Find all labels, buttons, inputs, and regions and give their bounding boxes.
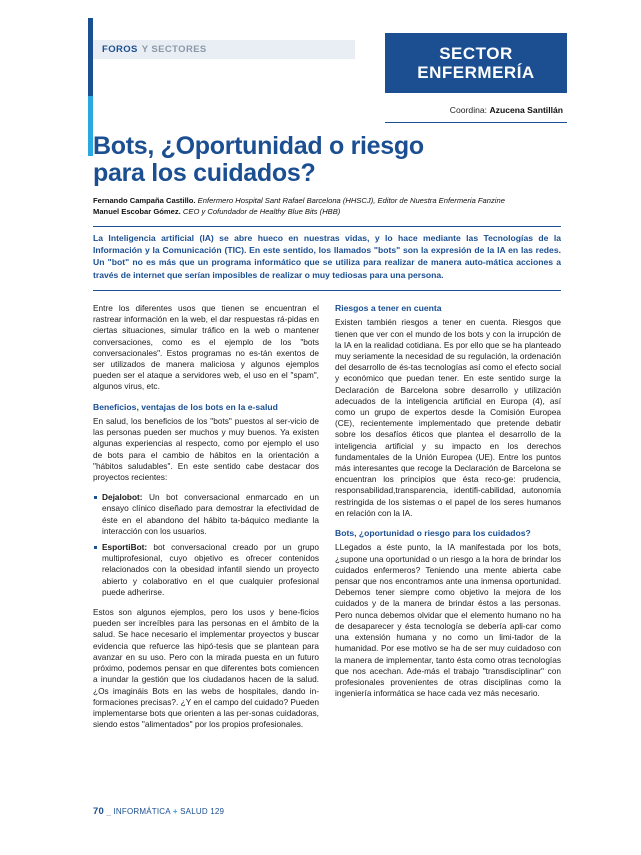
title-line2: para los cuidados? <box>93 159 316 187</box>
coordinator-rule <box>385 122 567 123</box>
right-risks-paragraph: Existen también riesgos a tener en cuenta. Riesgos que tienen que ver con el mundo de los bots y con la irrupción de la IA en la realidad cotidiana. Es por ello que se ha planteado muy seriamente la necesidad de su regulación, la ordenación del desarrollo de és-tas tecnologías así como el efecto social y económico que puedan tener. En este sentido surge la Declaración de Barcelona sobre desarrollo y utilización adecuados de la inteligencia artificial en Europa (4), así como un grupo de expertos desde la Comisión Europea (CE), recientemente implementado que pretende debatir sobre los desafíos éticos que plantea el desarrollo de la inteligencia artificial y su impacto en los derechos fundamentales de la Unión Europea (UE). Entre los puntos más interesantes que recoge la Declaración de Barcelona se encuentran los principios que ésta reco-ge: prudencia, responsabilidad,transparencia, identifi-cabilidad, autonomía restringida de los sistemas o el papel de los seres humanos en relación con la IA. <box>335 317 561 518</box>
author-1-name: Fernando Campaña Castillo. <box>93 196 196 205</box>
footer-page-number: 70 <box>93 806 104 817</box>
heading-risks: Riesgos a tener en cuenta <box>335 303 442 313</box>
lead-paragraph: La Inteligencia artificial (IA) se abre hueco en nuestras vidas, y lo hace mediante las Tecnologías de la Información y la Comunicación (TIC). En este sentido, los llamados "bots" son la expresión de la IA en las redes. Un "bot" no es más que un programa informático que se utiliza para realizar de manera auto-mática acciones a través de internet que serían imposibles de realizar o muy tediosas para una persona. <box>93 233 561 280</box>
footer-issue: 129 <box>210 807 225 816</box>
heading-benefits: Beneficios, ventajas de los bots en la e-salud <box>93 401 278 412</box>
column-right <box>335 303 561 708</box>
author-2-name: Manuel Escobar Gómez. <box>93 206 181 216</box>
list-item <box>93 492 319 537</box>
authors-block <box>93 196 563 217</box>
left-intro-paragraph: Entre los diferentes usos que tienen se encuentran el rastrear información en la web, el dar respuestas rá-pidas en ciertas situaciones, simular tráfico en la web o mantener conversaciones, como es el ejemplo de los "bots conversacionales". Estos programas no es-tán exentos de ser utilizados de manera maliciosa y algunos ejemplos pueden ser el ataque a servidores web, el uso en el "spam", algunos virus, etc. <box>93 303 319 392</box>
sector-badge-line1: SECTOR <box>439 44 513 63</box>
sector-badge-line2: ENFERMERÍA <box>417 63 535 82</box>
author-1-role: Enfermero Hospital Sant Rafael Barcelona (HHSCJ), Editor de Nuestra Enfermeria Fanzine <box>197 196 505 205</box>
heading-opportunity: Bots, ¿oportunidad o riesgo para los cuidados? <box>335 528 531 539</box>
section-breadcrumb <box>93 40 355 59</box>
author-2-role: CEO y Cofundador de Healthy Blue Bits (HBB) <box>182 206 341 216</box>
page-title <box>93 133 513 187</box>
right-opportunity-paragraph: LLegados a éste punto, la IA manifestada por los bots, ¿supone una oportunidad o un riesgo a la hora de brindar los cuidados enfermeros? Teniendo una mente abierta cabe pensar que nos encontramos ante una inmensa oportunidad. Debemos tener siempre como objetivo la mejora de los cuidados y de la manera de brindar éstos a las personas. Pero nunca debemos olvidar que el elemento humano no ha de desaparecer y ésta tecnología se debería apli-car como una extensión humana y no como un limi-tador de la humanidad. Por ese motivo se ha de ser muy cuidadoso con la manera de implementar, tanto ésta como otras tecnologías que nos acechan. Ade-más el trabajo "transdisciplinar" con profesionales provenientes de otras disciplinas como la ingeniería informática se hace cada vez más necesario. <box>335 542 561 699</box>
coordinator-line <box>385 105 567 115</box>
lead-rule-top <box>93 226 561 227</box>
bullet-2-text: bot conversacional creado por un grupo multiprofesional, cuyo objetivo es ofrecer contenidos relacionados con la obesidad infantil siendo un proyecto abierto y colaborativo en el que cualquier profesional puede adherirse. <box>102 542 319 597</box>
left-closing-paragraph: Estos son algunos ejemplos, pero los usos y bene-ficios pueden ser increíbles para las personas en el ámbito de la salud. Se hace necesario el implementar proyectos y buscar evidencia que refuerce las hipó-tesis que se plantean para avanzar en su uso. Pero con la mirada puesta en un futuro próximo, podemos pensar en que diferentes bots comiencen a inundar la gestión que los ciudadanos hacen de la salud. ¿Os imagináis Bots en las webs de hospitales, dando in-formaciones precisas?. ¿Y en el campo del cuidado? Pueden implementarse bots que orienten a las per-sonas cuidadoras, siendo estos "alimentados" por los propios profesionales. <box>93 607 319 730</box>
column-left <box>93 303 319 739</box>
footer-plus-icon: + <box>172 807 178 816</box>
sector-badge <box>385 33 567 93</box>
coordinator-label: Coordina: <box>449 105 488 115</box>
footer-separator: _ <box>106 807 112 816</box>
page-footer <box>93 806 224 817</box>
bullet-2-name: EsportiBot: <box>102 542 148 553</box>
lead-rule-bottom <box>93 290 561 291</box>
list-item <box>93 542 319 598</box>
footer-publication: INFORMÁTICA <box>113 807 171 816</box>
left-benefits-paragraph: En salud, los beneficios de los "bots" puestos al ser-vicio de las personas pueden ser muchos y muy buenos. Ya existen algunas experiencias al respecto, como por ejemplo el uso de bots para el cambio de hábitos en la orientación a "hábitos saludables". En este sentido cabe destacar dos proyectos recientes: <box>93 416 319 483</box>
benefits-bullet-list <box>93 492 319 598</box>
bullet-1-name: Dejalobot: <box>102 492 143 503</box>
title-line1-bold: Bots, <box>93 132 155 160</box>
breadcrumb-sectores: Y SECTORES <box>141 44 207 55</box>
breadcrumb-foros: FOROS <box>102 44 138 55</box>
title-line1-rest: ¿Oportunidad o riesgo <box>154 132 424 160</box>
footer-publication-2: SALUD <box>180 807 208 816</box>
coordinator-name: Azucena Santillán <box>489 105 563 115</box>
bullet-1-text: Un bot conversacional enmarcado en un ensayo clínico diseñado para demostrar la efectividad de éste en el abandono del hábito ta-báquico mediante la interacción con los usuarios. <box>102 492 319 536</box>
